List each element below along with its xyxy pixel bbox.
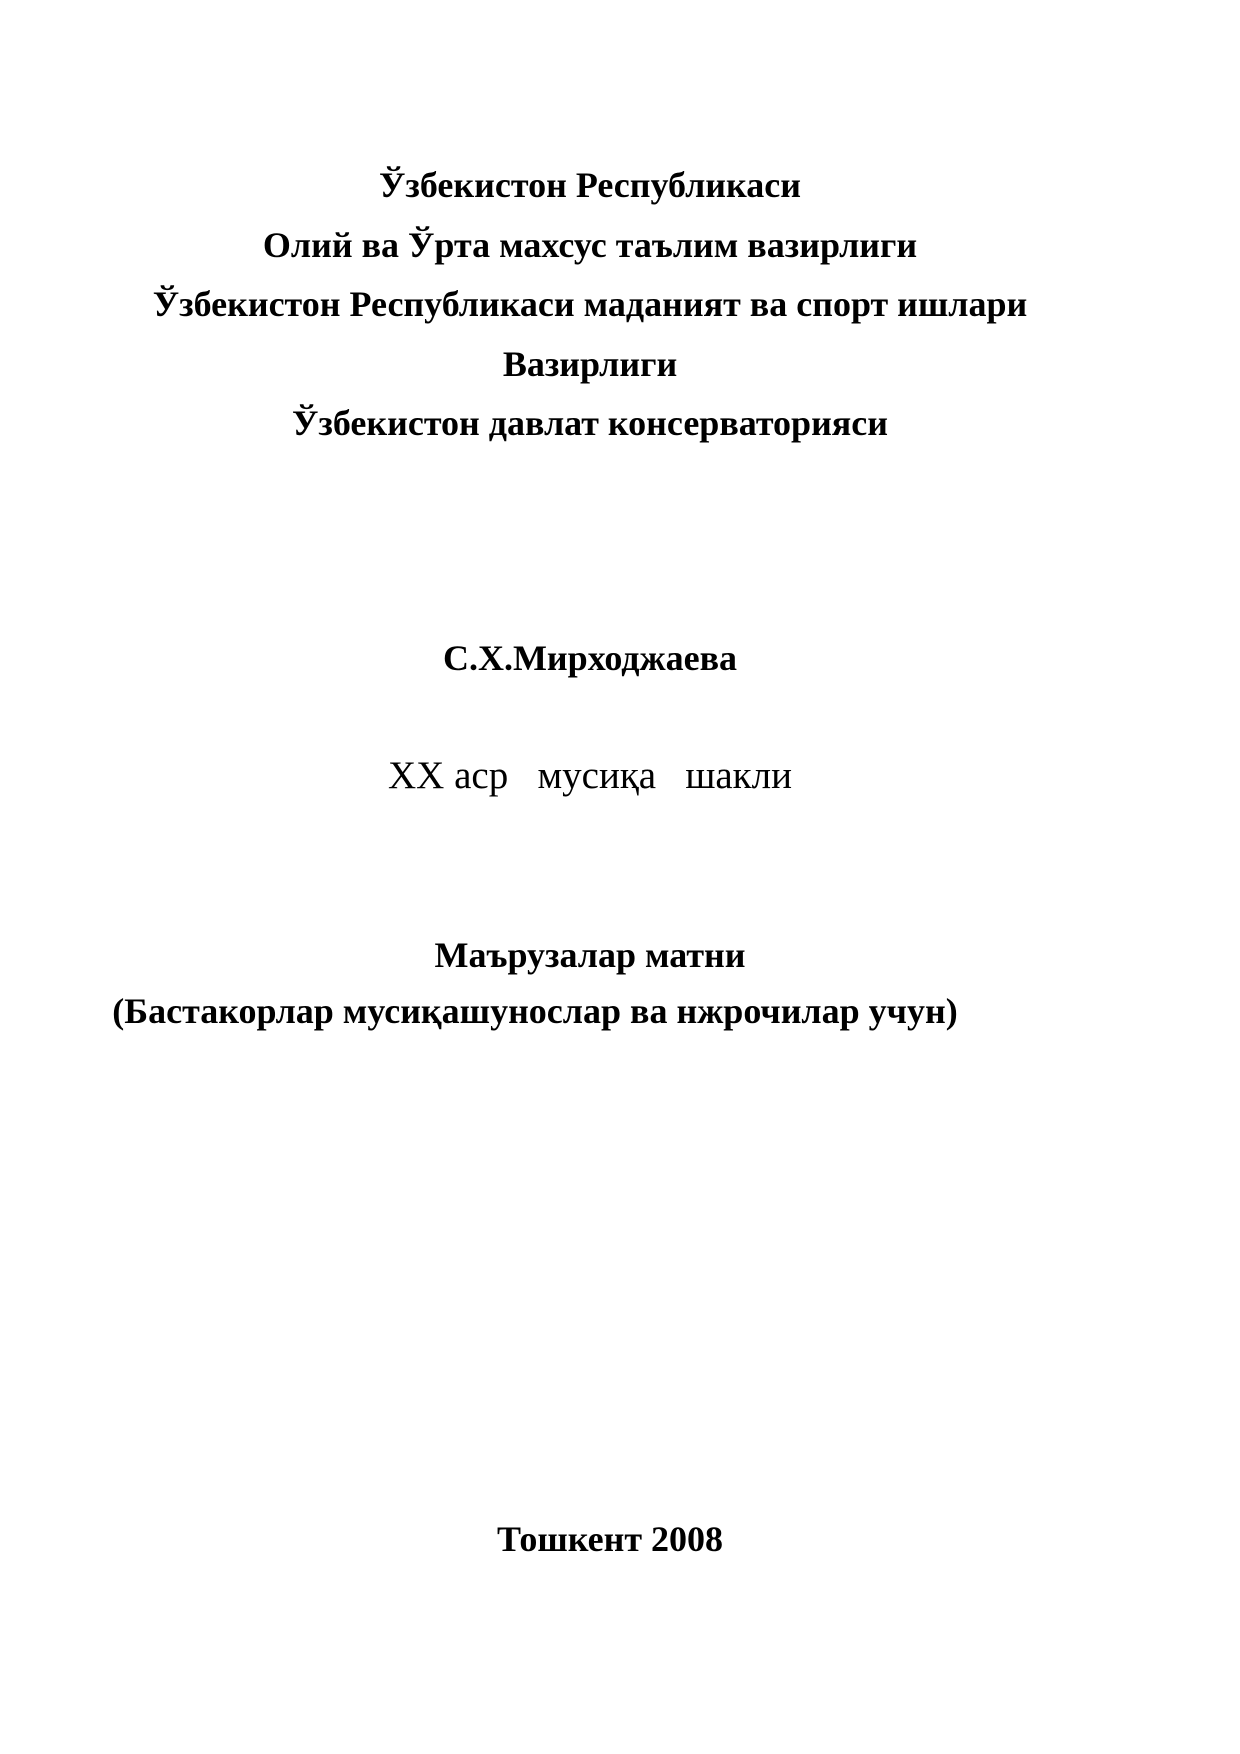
ministry-line-1: Ўзбекистон Республикаси	[379, 165, 801, 205]
ministry-line-2: Олий ва Ўрта махсус таълим вазирлиги	[262, 225, 918, 265]
ministry-line-4: Вазирлиги	[502, 344, 678, 384]
document-type: Маърузалар матни	[434, 935, 746, 975]
document-title: XX аср мусиқа шакли	[388, 754, 792, 797]
target-audience: (Бастакорлар мусиқашунослар ва нжрочилар учун)	[112, 991, 958, 1031]
author-name: С.Х.Мирходжаева	[442, 638, 738, 678]
ministry-line-3: Ўзбекистон Республикаси маданият ва спорт ишлари	[152, 284, 1028, 324]
city-year: Тошкент 2008	[496, 1519, 724, 1559]
institution-name: Ўзбекистон давлат консерваторияси	[291, 403, 889, 443]
